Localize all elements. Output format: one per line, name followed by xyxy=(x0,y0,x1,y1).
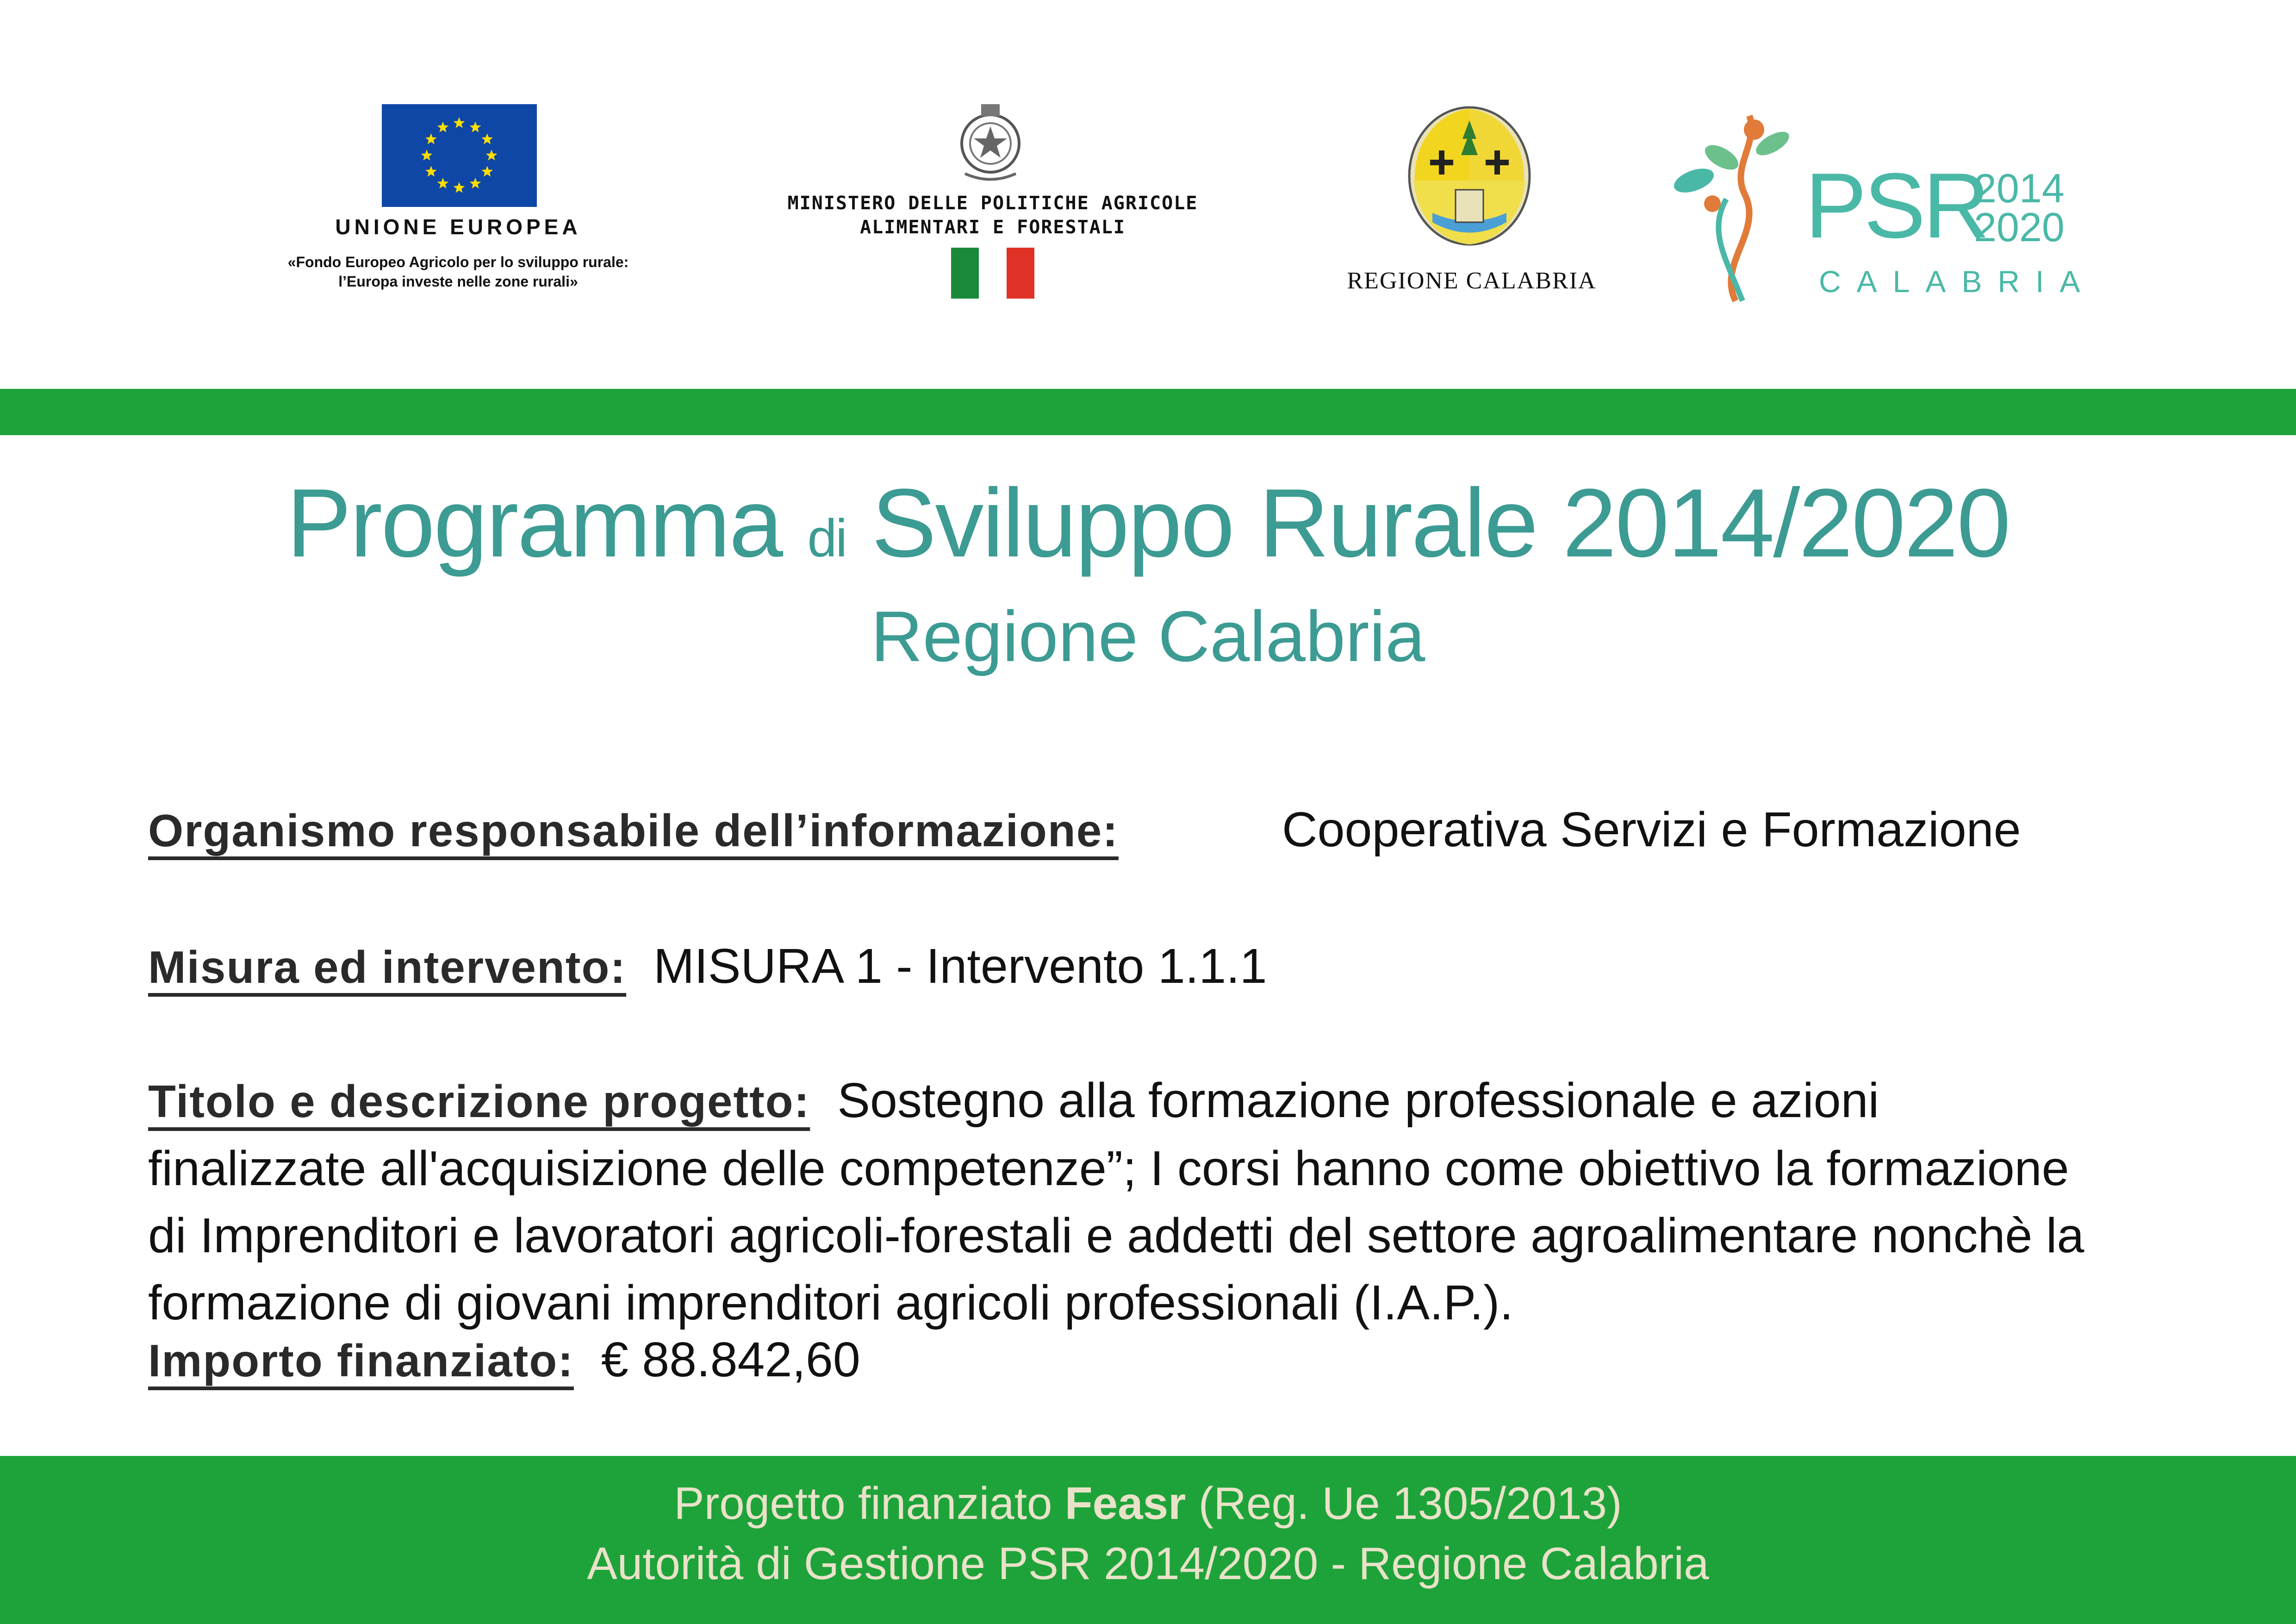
calabria-shield-icon xyxy=(1405,104,1534,248)
eu-star-icon xyxy=(470,121,481,132)
footer-line1-post: (Reg. Ue 1305/2013) xyxy=(1186,1478,1622,1529)
title-part1: Programma xyxy=(286,468,808,577)
eu-star-icon xyxy=(486,150,498,161)
eu-star-icon xyxy=(481,133,493,144)
eu-logo xyxy=(218,104,699,299)
eu-star-icon xyxy=(454,117,465,128)
ministry-name-line2: ALIMENTARI E FORESTALI xyxy=(860,217,1126,238)
titolo-label: Titolo e descrizione progetto: xyxy=(148,1076,810,1127)
eu-star-icon xyxy=(454,182,465,193)
eu-motto-line1: «Fondo Europeo Agricolo per lo sviluppo rurale: xyxy=(287,254,629,270)
eu-star-icon xyxy=(470,178,481,189)
psr-word: PSR xyxy=(1805,154,1987,257)
flag-stripe-green xyxy=(951,248,979,299)
regione-calabria-name: REGIONE CALABRIA xyxy=(1347,268,1597,294)
footer-band xyxy=(0,1456,2296,1624)
footer-line1 xyxy=(0,1477,2296,1530)
eu-star-icon xyxy=(421,150,433,161)
eu-motto xyxy=(218,252,699,291)
green-band xyxy=(0,389,2296,435)
footer-line1-bold: Feasr xyxy=(1064,1478,1186,1529)
titolo-value: Sostegno alla formazione professionale e azioni finalizzate all'acquisizione delle competenze”; I corsi hanno come obiettivo la formazione di Imprenditori e lavoratori agricoli-forestali e addetti del settore agroalimentare nonchè la formazione di giovani imprenditori agricoli professionali (I.A.P.). xyxy=(148,1073,2084,1330)
title-part-small: di xyxy=(807,509,846,568)
eu-flag-icon xyxy=(382,104,537,207)
psr-year-end: 2020 xyxy=(1974,204,2065,250)
eu-name: UNIONE EUROPEA xyxy=(335,215,581,239)
misura-label: Misura ed intervento: xyxy=(148,942,627,993)
eu-star-icon xyxy=(425,166,437,177)
ministry-name xyxy=(715,191,1270,239)
psr-years xyxy=(1974,165,2065,250)
ministry-name-line1: MINISTERO DELLE POLITICHE AGRICOLE xyxy=(787,193,1198,214)
eu-motto-line2: l’Europa investe nelle zone rurali» xyxy=(338,273,578,290)
psr-region: CALABRIA xyxy=(1819,264,2096,299)
flag-stripe-red xyxy=(1007,248,1034,299)
psr-plant-icon xyxy=(1666,111,1805,306)
psr-logo xyxy=(1666,104,2096,308)
flag-stripe-white xyxy=(979,248,1007,299)
importo-value: € 88.842,60 xyxy=(601,1332,860,1387)
regione-calabria-logo xyxy=(1324,104,1620,299)
eu-star-icon xyxy=(481,166,493,177)
ministry-logo xyxy=(715,104,1270,299)
page-subtitle: Regione Calabria xyxy=(871,596,1425,676)
organismo-value: Cooperativa Servizi e Formazione xyxy=(1282,802,2021,857)
footer-line2: Autorità di Gestione PSR 2014/2020 - Regione Calabria xyxy=(587,1538,1709,1589)
psr-year-start: 2014 xyxy=(1974,165,2065,211)
footer-line1-pre: Progetto finanziato xyxy=(674,1478,1065,1529)
italian-flag-icon xyxy=(951,248,1034,299)
eu-star-icon xyxy=(425,133,437,144)
title-part2: Sviluppo Rurale 2014/2020 xyxy=(846,468,2010,577)
eu-star-icon xyxy=(437,178,449,189)
organismo-label: Organismo responsabile dell’informazione: xyxy=(148,805,1119,856)
eu-star-icon xyxy=(437,121,449,132)
info-titolo xyxy=(148,1067,2106,1337)
italian-emblem-icon xyxy=(956,104,1025,183)
info-organismo xyxy=(148,796,2138,864)
importo-label: Importo finanziato: xyxy=(148,1335,574,1386)
info-importo xyxy=(148,1326,2138,1394)
misura-value: MISURA 1 - Intervento 1.1.1 xyxy=(653,939,1267,993)
page-title xyxy=(0,470,2296,592)
info-misura xyxy=(148,933,2138,1001)
